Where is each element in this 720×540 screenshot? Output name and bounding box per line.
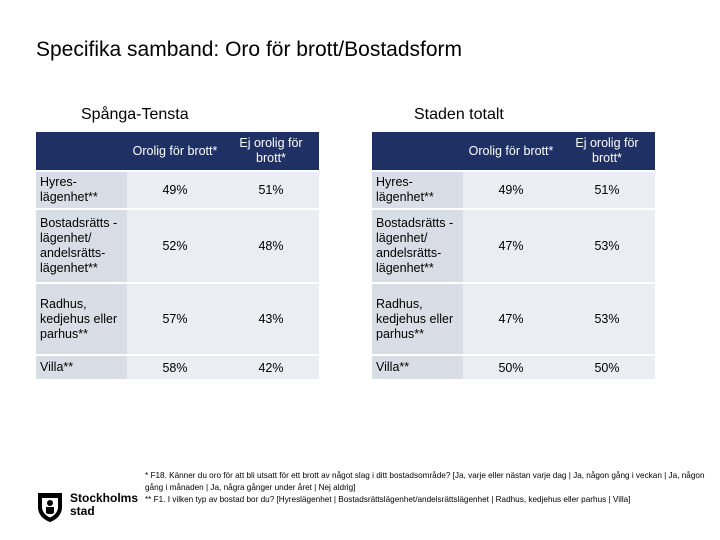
right-table-heading: Staden totalt	[414, 106, 504, 123]
cell-value: 48%	[223, 210, 319, 282]
left-data-table	[36, 130, 319, 381]
footnote	[145, 470, 705, 540]
row-label: Radhus, kedjehus eller parhus**	[36, 284, 127, 354]
footnote-line: ** F1. I vilken typ av bostad bor du? [Hyreslägenhet | Bostadsrättslägenhet/andelsrättslägenhet | Radhus, kedjehus eller parhus | Villa]	[145, 495, 631, 504]
row-label: Bostadsrätts -lägenhet/ andelsrätts-lägenhet**	[36, 210, 127, 282]
logo-wordmark	[70, 492, 138, 518]
table-row	[372, 284, 655, 354]
page-title: Specifika samband: Oro för brott/Bostadsform	[36, 38, 463, 61]
cell-value: 47%	[463, 210, 559, 282]
cell-value: 49%	[127, 172, 223, 208]
logo-line: Stockholms	[70, 491, 139, 505]
cell-value: 51%	[559, 172, 655, 208]
cell-value: 52%	[127, 210, 223, 282]
column-header: Ej orolig för brott*	[559, 132, 655, 170]
table-corner-cell	[36, 132, 127, 170]
city-crest-icon	[36, 491, 64, 523]
table-row	[36, 210, 319, 282]
column-header: Orolig för brott*	[127, 132, 223, 170]
cell-value: 42%	[223, 356, 319, 379]
cell-value: 53%	[559, 284, 655, 354]
table-row	[36, 356, 319, 379]
column-header: Orolig för brott*	[463, 132, 559, 170]
cell-value: 58%	[127, 356, 223, 379]
cell-value: 49%	[463, 172, 559, 208]
column-header: Ej orolig för brott*	[223, 132, 319, 170]
footnote-line: * F18. Känner du oro för att bli utsatt för ett brott av något slag i ditt bostadsområde? [Ja, varje eller nästan varje dag | Ja, någon gång i veckan | Ja, någon gång i månaden | Ja, några gånger under året | Nej aldrig]	[145, 471, 705, 492]
table-corner-cell	[372, 132, 463, 170]
cell-value: 51%	[223, 172, 319, 208]
table-row	[372, 210, 655, 282]
logo-line: stad	[70, 504, 95, 518]
cell-value: 43%	[223, 284, 319, 354]
cell-value: 47%	[463, 284, 559, 354]
row-label: Bostadsrätts -lägenhet/ andelsrätts-lägenhet**	[372, 210, 463, 282]
row-label: Hyres-lägenhet**	[36, 172, 127, 208]
row-label: Villa**	[36, 356, 127, 379]
left-table-heading: Spånga-Tensta	[81, 106, 189, 123]
table-row	[372, 356, 655, 379]
table-row	[36, 172, 319, 208]
row-label: Villa**	[372, 356, 463, 379]
cell-value: 57%	[127, 284, 223, 354]
cell-value: 50%	[463, 356, 559, 379]
table-row	[36, 284, 319, 354]
cell-value: 53%	[559, 210, 655, 282]
row-label: Radhus, kedjehus eller parhus**	[372, 284, 463, 354]
cell-value: 50%	[559, 356, 655, 379]
table-row	[372, 172, 655, 208]
row-label: Hyres-lägenhet**	[372, 172, 463, 208]
stockholms-stad-logo	[36, 488, 146, 524]
right-data-table	[372, 130, 655, 381]
